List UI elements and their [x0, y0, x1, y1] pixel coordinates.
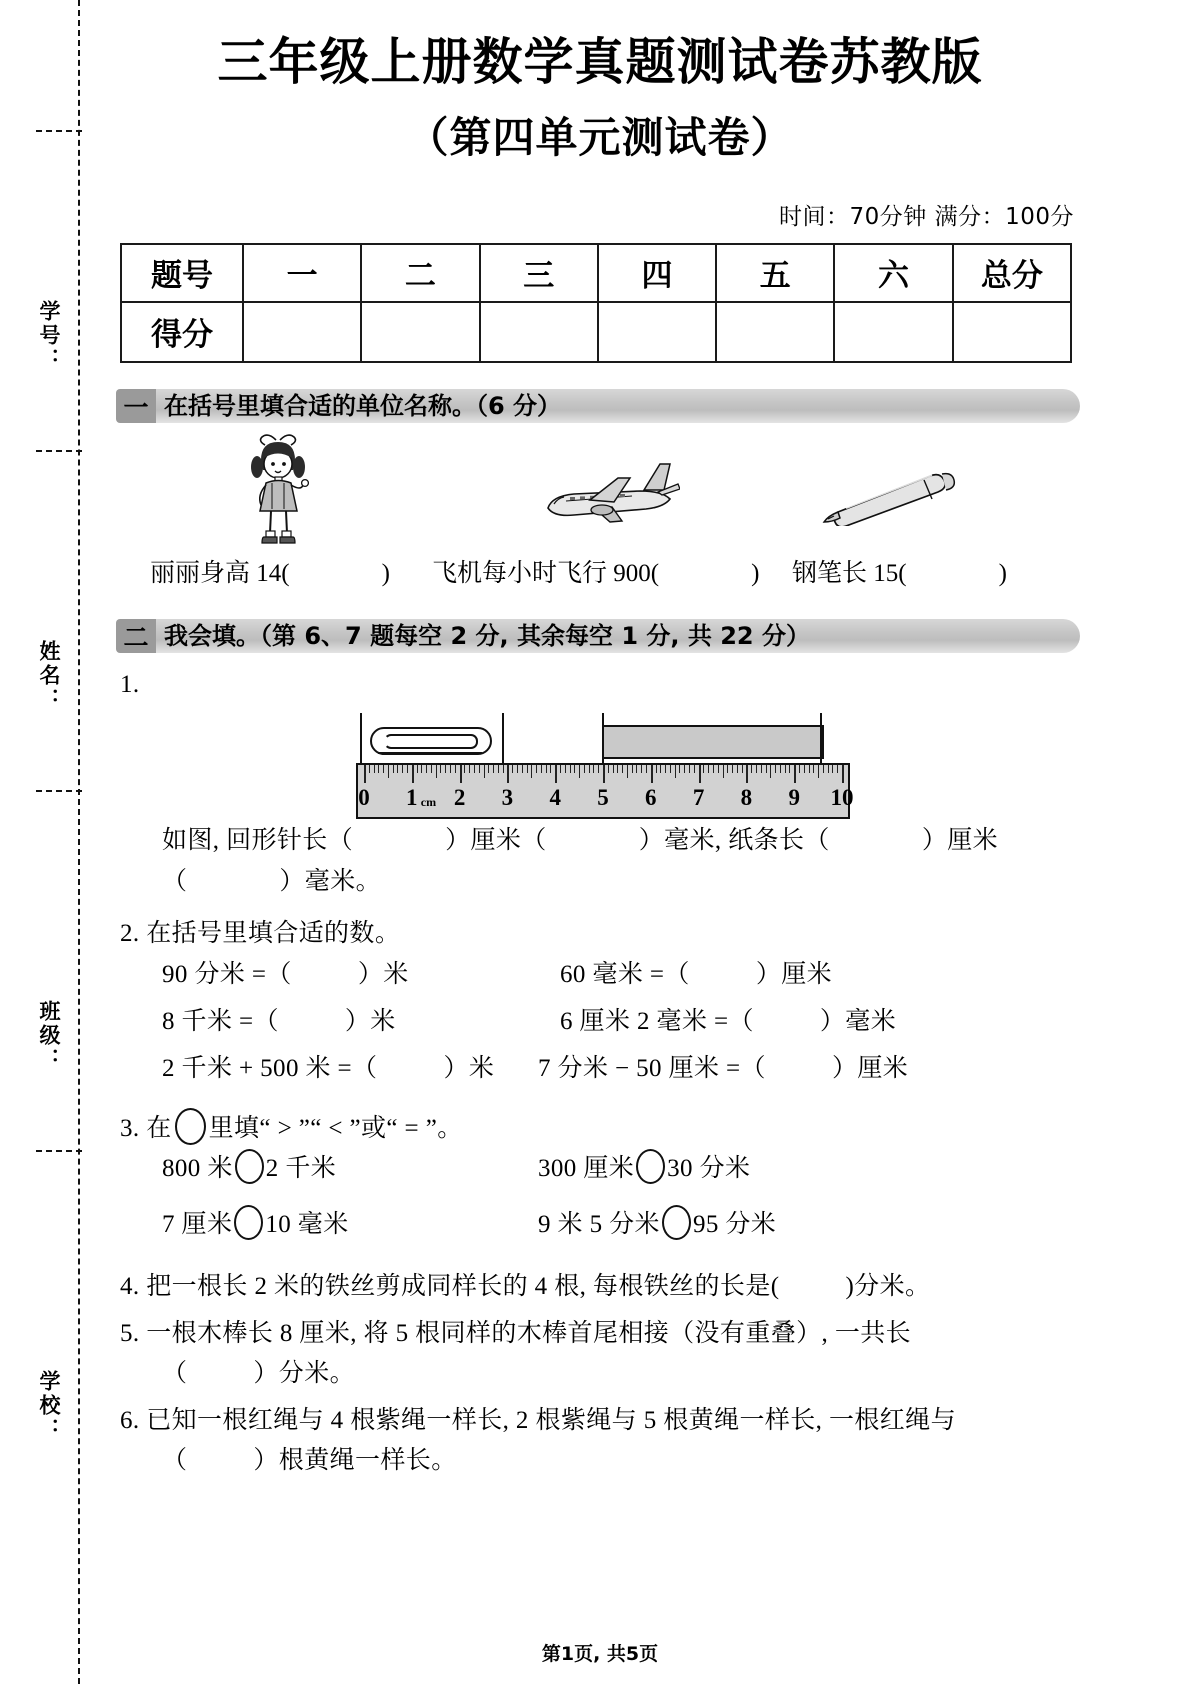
q2-item-3-text: 8 千米 =（ [162, 1007, 279, 1035]
ruler-label-0: 0 [358, 785, 370, 811]
ruler-label-1: 1 [406, 785, 418, 811]
ruler-tick [646, 765, 647, 773]
ruler-tick [598, 765, 599, 773]
ruler-tick [832, 765, 833, 773]
ruler-tick [699, 765, 701, 783]
measure-line-3cm [502, 713, 504, 765]
table-row-header [121, 244, 1071, 302]
ruler-label-4: 4 [549, 785, 561, 811]
ruler-tick [823, 765, 824, 773]
ruler-tick [397, 765, 398, 773]
score-table-col-3: 四 [598, 244, 716, 302]
unit-question-1-suffix: ) [381, 559, 390, 587]
question-5-text-a: 一根木棒长 8 厘米, 将 5 根同样的木棒首尾相接（没有重叠）, 一共长 [146, 1319, 912, 1347]
ruler-tick [421, 765, 422, 773]
q3-blank-circle-2[interactable] [636, 1149, 665, 1184]
ruler-tick [445, 765, 446, 773]
q2-item-6-unit: ）厘米 [831, 1054, 909, 1082]
question-3-row-1 [120, 1149, 1080, 1205]
q2-item-2 [560, 955, 832, 996]
ruler-tick [364, 765, 366, 783]
score-table-col-4: 五 [716, 244, 834, 302]
binding-dashed-line [78, 0, 80, 1684]
score-table-row-label-1: 得分 [121, 302, 243, 362]
ruler-label-3: 3 [501, 785, 514, 811]
question-1-label: 1. [120, 670, 140, 698]
ruler-tick [484, 765, 485, 778]
ruler-tick [775, 765, 776, 773]
ruler-tick [479, 765, 480, 773]
ruler-unit-label: cm [420, 795, 437, 810]
q2-item-1-unit: ）米 [357, 960, 409, 988]
ruler-tick [837, 765, 838, 773]
field-label-class: 班级： [37, 1000, 61, 1072]
question-2-row-2 [120, 1002, 1080, 1049]
ruler-tick [550, 765, 551, 773]
score-cell-5[interactable] [834, 302, 952, 362]
ruler-tick [842, 765, 844, 783]
score-table-row-label-0: 题号 [121, 244, 243, 302]
ruler-tick [369, 765, 370, 773]
ruler-tick [742, 765, 743, 773]
ruler-tick [555, 765, 557, 783]
paper-strip-shape [602, 725, 824, 759]
ruler-tick [727, 765, 728, 773]
ruler-tick [675, 765, 676, 778]
ruler-tick [794, 765, 796, 783]
ruler-tick [789, 765, 790, 773]
ruler-tick [641, 765, 642, 773]
ruler-tick [746, 765, 748, 783]
ruler-tick [679, 765, 680, 773]
ruler-tick [756, 765, 757, 773]
binding-tick-3 [36, 790, 82, 792]
score-table-col-0: 一 [243, 244, 361, 302]
score-table-col-2: 三 [480, 244, 598, 302]
ruler-label-2: 2 [453, 785, 466, 811]
q1-text-a: 如图, 回形针长（ [162, 827, 354, 855]
ruler-tick [374, 765, 375, 773]
ruler-tick [536, 765, 537, 773]
airplane-illustration [540, 460, 680, 539]
ruler-tick [603, 765, 605, 783]
section-number-one: 一 [116, 389, 156, 423]
q3-blank-circle-3[interactable] [234, 1205, 263, 1240]
unit-question-2-prefix: 飞机每小时飞行 900( [432, 559, 660, 587]
ruler-tick [656, 765, 657, 773]
question-2-stem [120, 914, 1080, 955]
question-4-label: 4. [120, 1273, 140, 1301]
section-header-one [120, 389, 1080, 423]
ruler-tick [660, 765, 661, 773]
page-footer: 第1页, 共5页 [541, 1643, 659, 1665]
q1-text-f: ）毫米。 [279, 867, 382, 895]
question-6-text-b: （ [162, 1447, 188, 1475]
compare-circle-icon [175, 1108, 206, 1145]
ruler-tick [627, 765, 628, 778]
binding-tick-1 [36, 130, 82, 132]
ruler-tick [689, 765, 690, 773]
ruler-tick [570, 765, 571, 773]
unit-question-2-suffix: ) [751, 559, 760, 587]
unit-question-1-prefix: 丽丽身高 14( [150, 559, 290, 587]
ruler-tick [665, 765, 666, 773]
ruler-tick [766, 765, 767, 773]
question-4-text-b: )分米。 [845, 1273, 931, 1301]
ruler-tick [417, 765, 418, 773]
ruler-tick [780, 765, 781, 773]
ruler-tick [809, 765, 810, 773]
ruler-tick [431, 765, 432, 773]
ruler-label-7: 7 [692, 785, 705, 811]
ruler-tick [474, 765, 475, 773]
q2-item-3-unit: ）米 [344, 1007, 396, 1035]
question-6-label: 6. [120, 1406, 140, 1434]
paperclip-inner [384, 734, 478, 749]
girl-illustration [232, 430, 324, 553]
score-cell-3[interactable] [598, 302, 716, 362]
unit-question-3-suffix: ) [998, 559, 1007, 587]
q3-compare-4-right: 95 分米 [692, 1211, 777, 1239]
q1-text-c: ）毫米, 纸条长（ [638, 827, 830, 855]
question-3-row-2 [120, 1205, 1080, 1261]
ruler-tick [455, 765, 456, 773]
ruler-tick [378, 765, 379, 773]
ruler-tick [460, 765, 462, 783]
binding-tick-2 [36, 450, 82, 452]
ruler-tick [436, 765, 437, 778]
ruler-tick [574, 765, 575, 773]
ruler-tick [488, 765, 489, 773]
paperclip-tail [378, 752, 482, 754]
ruler-tick [718, 765, 719, 773]
question-3-label: 3. [120, 1114, 140, 1142]
ruler-label-5: 5 [597, 785, 609, 811]
question-2-text: 在括号里填合适的数。 [146, 920, 401, 948]
measure-line-0cm [360, 713, 362, 765]
question-2-label: 2. [120, 920, 140, 948]
ruler-tick [694, 765, 695, 773]
ruler-tick [517, 765, 518, 773]
exam-meta: 时间：70分钟 满分：100分 [779, 203, 1074, 230]
score-table [120, 243, 1072, 363]
ruler-tick [464, 765, 465, 773]
score-table-col-1: 二 [361, 244, 479, 302]
ruler-label-6: 6 [645, 785, 657, 811]
ruler-tick [531, 765, 532, 778]
question-4 [120, 1267, 1080, 1308]
ruler-tick [589, 765, 590, 773]
ruler-tick [426, 765, 427, 773]
ruler-tick [565, 765, 566, 773]
q2-item-2-unit: ）厘米 [755, 960, 833, 988]
section-number-two: 二 [116, 619, 156, 653]
ruler-tick [622, 765, 623, 773]
question-6-line-1 [120, 1401, 1080, 1442]
q2-item-4-unit: ）毫米 [819, 1007, 897, 1035]
paperclip-shape [360, 719, 499, 759]
score-cell-0[interactable] [243, 302, 361, 362]
score-cell-4[interactable] [716, 302, 834, 362]
ruler-tick [708, 765, 709, 773]
ruler-tick [636, 765, 637, 773]
page-subtitle: （第四单元测试卷） [406, 112, 794, 162]
question-4-text-a: 把一根长 2 米的铁丝剪成同样长的 4 根, 每根铁丝的长是( [146, 1273, 780, 1301]
section-one-answer-row [120, 553, 1080, 593]
score-cell-6[interactable] [953, 302, 1071, 362]
q2-item-5-unit: ）米 [443, 1054, 495, 1082]
ruler-tick [493, 765, 494, 773]
q3-compare-2-right: 30 分米 [667, 1155, 751, 1183]
q1-text-e: （ [162, 867, 188, 895]
ruler-label-8: 8 [740, 785, 753, 811]
field-label-name: 姓名： [37, 640, 61, 712]
question-5-line-2 [162, 1354, 1080, 1395]
section-title-two: 我会填。（第 6、7 题每空 2 分, 其余每空 1 分, 共 22 分） [164, 621, 810, 650]
unit-question-3-prefix: 钢笔长 15( [792, 559, 907, 587]
ruler-tick [407, 765, 408, 773]
ruler-label-9: 9 [788, 785, 800, 811]
q3-compare-2 [538, 1149, 750, 1190]
ruler-tick [613, 765, 614, 773]
score-table-col-6: 总分 [953, 244, 1071, 302]
q2-item-1 [162, 955, 409, 996]
question-3-text-a: 在 [146, 1114, 172, 1142]
ruler-tick [770, 765, 771, 778]
q2-item-4-text: 6 厘米 2 毫米 =（ [560, 1007, 754, 1035]
ruler-tick [737, 765, 738, 773]
ruler-tick [703, 765, 704, 773]
question-1-line-1 [162, 821, 1080, 862]
q3-compare-4 [538, 1205, 776, 1246]
q1-text-d: ）厘米 [921, 827, 999, 855]
q2-item-5 [162, 1049, 494, 1090]
question-3-stem [120, 1108, 1080, 1150]
ruler-tick [818, 765, 819, 778]
ruler-diagram [356, 713, 856, 821]
q3-compare-3-left: 7 厘米 [162, 1211, 233, 1239]
ruler-tick [713, 765, 714, 773]
ruler-tick [732, 765, 733, 773]
question-5-text-c: ）分米。 [253, 1360, 356, 1388]
table-row-scores [121, 302, 1071, 362]
unit-question-1 [150, 553, 390, 589]
ruler-tick [761, 765, 762, 773]
ruler-tick [751, 765, 752, 773]
section-header-two [120, 619, 1080, 653]
binding-tick-4 [36, 1150, 82, 1152]
ruler-tick [579, 765, 580, 778]
q2-item-5-text: 2 千米 + 500 米 =（ [162, 1054, 378, 1082]
ruler-tick [608, 765, 609, 773]
q2-item-4 [560, 1002, 896, 1043]
q3-compare-1 [162, 1149, 336, 1190]
ruler-tick [498, 765, 499, 773]
exam-paper-sheet [120, 0, 1080, 1684]
q1-text-b: ）厘米（ [445, 827, 547, 855]
measure-line-9p5cm [820, 713, 822, 765]
question-5-line-1 [120, 1314, 1080, 1355]
ruler-tick [670, 765, 671, 773]
ruler-tick [593, 765, 594, 773]
q2-item-2-text: 60 毫米 =（ [560, 960, 690, 988]
ruler-tick [813, 765, 814, 773]
ruler-tick [799, 765, 800, 773]
ruler-tick [584, 765, 585, 773]
score-cell-2[interactable] [480, 302, 598, 362]
q3-compare-3-right: 10 毫米 [265, 1211, 349, 1239]
field-label-school: 学校： [37, 1370, 61, 1442]
question-1-line-2 [162, 862, 1080, 903]
q2-item-6 [538, 1049, 908, 1090]
question-5-text-b: （ [162, 1360, 188, 1388]
ruler-tick [522, 765, 523, 773]
ruler-tick [503, 765, 504, 773]
ruler-tick [383, 765, 384, 773]
q3-compare-2-left: 300 厘米 [538, 1155, 635, 1183]
score-table-col-5: 六 [834, 244, 952, 302]
ruler-tick [440, 765, 441, 773]
ruler-tick [469, 765, 470, 773]
unit-question-2 [432, 553, 759, 589]
field-label-student-id: 学号： [37, 300, 61, 372]
ruler-tick [388, 765, 389, 778]
ruler-body [356, 763, 854, 819]
ruler-tick [560, 765, 561, 773]
ruler-tick [804, 765, 805, 773]
ruler-tick [684, 765, 685, 773]
unit-question-3 [792, 553, 1007, 589]
section-title-one: 在括号里填合适的单位名称。（6 分） [164, 391, 562, 420]
q3-compare-4-left: 9 米 5 分米 [538, 1211, 660, 1239]
ruler-tick [546, 765, 547, 773]
q3-compare-3 [162, 1205, 349, 1246]
score-cell-1[interactable] [361, 302, 479, 362]
q2-item-6-text: 7 分米 − 50 厘米 =（ [538, 1054, 766, 1082]
ruler-tick [402, 765, 403, 773]
question-3-text-b: 里填“ > ”“ < ”或“ = ”。 [208, 1114, 463, 1142]
ruler-tick [828, 765, 829, 773]
q3-compare-1-left: 800 米 [162, 1155, 233, 1183]
ruler-tick [541, 765, 542, 773]
question-6-line-2 [162, 1441, 1080, 1482]
question-2-row-3 [120, 1049, 1080, 1096]
ruler-tick [512, 765, 513, 773]
ruler-tick [723, 765, 724, 778]
question-1-number [120, 665, 1080, 706]
ruler-tick [617, 765, 618, 773]
ruler-tick [412, 765, 414, 783]
question-5-label: 5. [120, 1319, 140, 1347]
ruler-tick [527, 765, 528, 773]
ruler-tick [785, 765, 786, 773]
measure-line-5cm [602, 713, 604, 765]
ruler-tick [450, 765, 451, 773]
ruler-tick [393, 765, 394, 773]
q3-blank-circle-4[interactable] [662, 1205, 691, 1240]
question-2-row-1 [120, 955, 1080, 1002]
question-6-text-c: ）根黄绳一样长。 [253, 1447, 457, 1475]
page-title: 三年级上册数学真题测试卷苏教版 [217, 33, 983, 91]
q3-blank-circle-1[interactable] [235, 1149, 264, 1184]
ruler-tick [632, 765, 633, 773]
pen-illustration [820, 464, 970, 531]
q3-compare-1-right: 2 千米 [265, 1155, 337, 1183]
ruler-tick [507, 765, 509, 783]
ruler-tick [651, 765, 653, 783]
ruler-label-10: 10 [830, 785, 854, 811]
q2-item-3 [162, 1002, 396, 1043]
section-one-illustrations [120, 433, 1080, 553]
q2-item-1-text: 90 分米 =（ [162, 960, 292, 988]
question-6-text-a: 已知一根红绳与 4 根紫绳一样长, 2 根紫绳与 5 根黄绳一样长, 一根红绳与 [146, 1406, 956, 1434]
